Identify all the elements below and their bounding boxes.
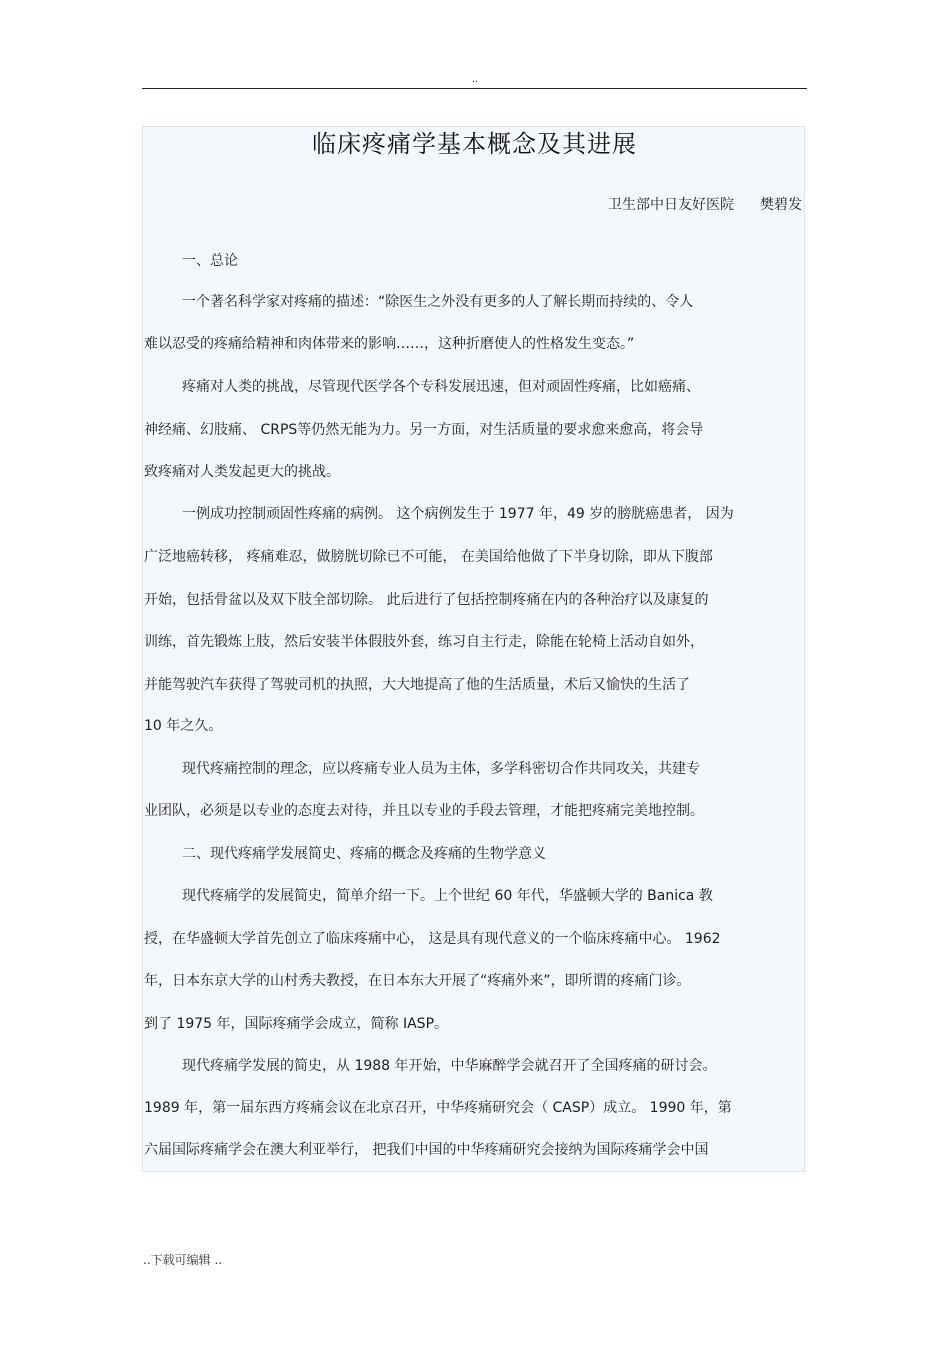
paragraph-line: 致疼痛对人类发起更大的挑战。: [144, 464, 340, 480]
paragraph-line: 六届国际疼痛学会在澳大利亚举行， 把我们中国的中华疼痛研究会接纳为国际疼痛学会中国: [144, 1142, 709, 1158]
paragraph-line: 10 年之久。: [144, 718, 223, 734]
section-heading: 二、现代疼痛学发展简史、疼痛的概念及疼痛的生物学意义: [182, 846, 546, 862]
paragraph-line: 授，在华盛顿大学首先创立了临床疼痛中心， 这是具有现代意义的一个临床疼痛中心。 1962: [144, 931, 721, 947]
paragraph-line: 业团队，必须是以专业的态度去对待，并且以专业的手段去管理，才能把疼痛完美地控制。: [144, 803, 704, 819]
document-title: 临床疼痛学基本概念及其进展: [312, 130, 637, 158]
paragraph-line: 难以忍受的疼痛给精神和肉体带来的影响……，这种折磨使人的性格发生变态。”: [144, 336, 635, 352]
paragraph-line: 疼痛对人类的挑战，尽管现代医学各个专科发展迅速，但对顽固性疼痛，比如癌痛、: [182, 379, 700, 395]
section-heading: 一、总论: [182, 253, 238, 269]
header-rule: [142, 88, 807, 89]
paragraph-line: 1989 年，第一届东西方疼痛会议在北京召开，中华疼痛研究会（ CASP）成立。 1990 年，第: [144, 1100, 732, 1116]
paragraph-line: 年，日本东京大学的山村秀夫教授，在日本东大开展了“疼痛外来”，即所谓的疼痛门诊。: [144, 973, 691, 989]
author: 樊碧发: [760, 197, 802, 213]
affiliation: 卫生部中日友好医院: [608, 197, 734, 213]
paragraph-line: 广泛地癌转移， 疼痛难忍，做膀胱切除已不可能， 在美国给他做了下半身切除，即从下腹部: [144, 549, 713, 565]
paragraph-line: 神经痛、幻肢痛、 CRPS等仍然无能为力。另一方面，对生活质量的要求愈来愈高，将会导: [144, 422, 704, 438]
paragraph-line: 现代疼痛学的发展简史，简单介绍一下。上个世纪 60 年代，华盛顿大学的 Banica 教: [182, 888, 713, 904]
paragraph-line: 一个著名科学家对疼痛的描述：“除医生之外没有更多的人了解长期而持续的、令人: [182, 294, 694, 310]
paragraph-line: 训练，首先锻炼上肢，然后安装半体假肢外套，练习自主行走，除能在轮椅上活动自如外，: [144, 634, 704, 650]
paragraph-line: 到了 1975 年，国际疼痛学会成立，简称 IASP。: [144, 1016, 449, 1032]
header-mark: ..: [471, 74, 479, 85]
paragraph-line: 开始，包括骨盆以及双下肢全部切除。 此后进行了包括控制疼痛在内的各种治疗以及康复的: [144, 592, 709, 608]
paragraph-line: 现代疼痛控制的理念，应以疼痛专业人员为主体，多学科密切合作共同攻关，共建专: [182, 761, 700, 777]
paragraph-line: 一例成功控制顽固性疼痛的病例。 这个病例发生于 1977 年，49 岁的膀胱癌患者， 因为: [182, 506, 734, 522]
paragraph-line: 并能驾驶汽车获得了驾驶司机的执照，大大地提高了他的生活质量，术后又愉快的生活了: [144, 677, 690, 693]
footer-note: ..下载可编辑 ..: [143, 1253, 223, 1267]
paragraph-line: 现代疼痛学发展的简史，从 1988 年开始，中华麻醉学会就召开了全国疼痛的研讨会。: [182, 1058, 717, 1074]
byline: [608, 194, 802, 214]
